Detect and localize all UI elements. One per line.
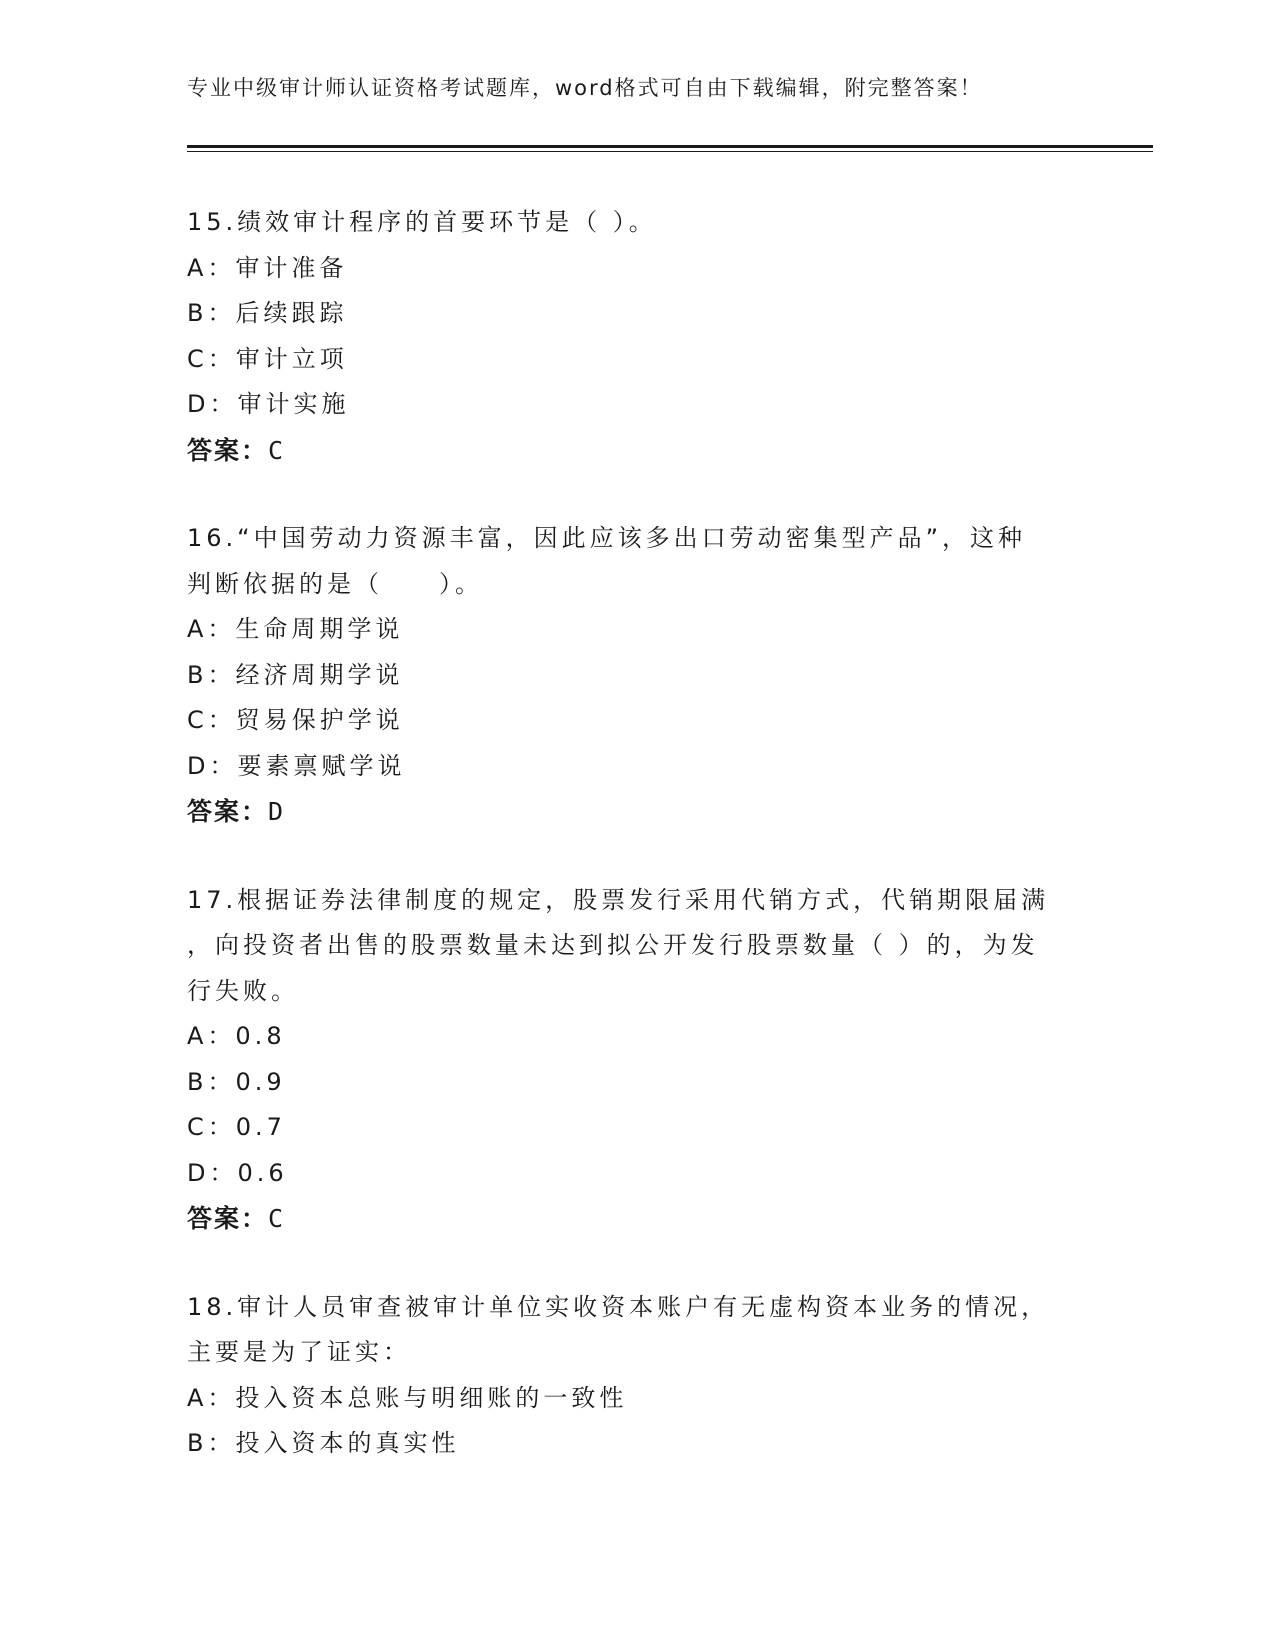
answer-label: 答案： (187, 1204, 269, 1233)
answer-value: D (268, 797, 286, 826)
option-c: C：贸易保护学说 (187, 706, 404, 734)
answer-value: C (268, 435, 286, 465)
option-c: C：审计立项 (187, 344, 348, 373)
answer-line (187, 428, 1087, 474)
option-a: A：0.8 (187, 1022, 286, 1050)
header-rule-thin (187, 151, 1153, 152)
question-16 (187, 516, 1087, 835)
answer-label: 答案： (187, 435, 269, 465)
question-stem: 行失败。 (187, 976, 299, 1005)
question-stem: 17.根据证券法律制度的规定，股票发行采用代销方式，代销期限届满 (187, 885, 1050, 914)
option-b: B：0.9 (187, 1067, 286, 1096)
option-b: B：投入资本的真实性 (187, 1429, 460, 1457)
answer-value: C (268, 1204, 286, 1233)
question-18 (187, 1285, 1087, 1467)
question-stem: 判断依据的是（ ）。 (187, 569, 483, 598)
answer-line (187, 1196, 1087, 1242)
option-a: A：生命周期学说 (187, 615, 404, 643)
question-stem: 主要是为了证实： (187, 1338, 411, 1366)
option-a: A：投入资本总账与明细账的一致性 (187, 1383, 628, 1412)
question-stem: 16.“中国劳动力资源丰富，因此应该多出口劳动密集型产品”，这种 (187, 524, 1027, 552)
answer-line (187, 789, 1087, 835)
header-rule-thick (187, 145, 1153, 148)
question-17 (187, 878, 1087, 1242)
question-stem: ，向投资者出售的股票数量未达到拟公开发行股票数量（ ）的，为发 (187, 931, 1039, 959)
question-list (187, 200, 1087, 1510)
option-b: B：经济周期学说 (187, 660, 404, 689)
option-d: D：0.6 (187, 1158, 288, 1187)
question-15 (187, 200, 1087, 473)
option-d: D：审计实施 (187, 390, 350, 418)
answer-label: 答案： (187, 797, 269, 826)
option-b: B：后续跟踪 (187, 299, 348, 327)
option-d: D：要素禀赋学说 (187, 751, 406, 780)
option-c: C：0.7 (187, 1113, 286, 1141)
question-stem: 15.绩效审计程序的首要环节是（ ）。 (187, 208, 657, 236)
option-a: A：审计准备 (187, 253, 348, 282)
question-stem: 18.审计人员审查被审计单位实收资本账户有无虚构资本业务的情况， (187, 1292, 1050, 1321)
page-header: 专业中级审计师认证资格考试题库，word格式可自由下载编辑，附完整答案！ (187, 76, 983, 100)
